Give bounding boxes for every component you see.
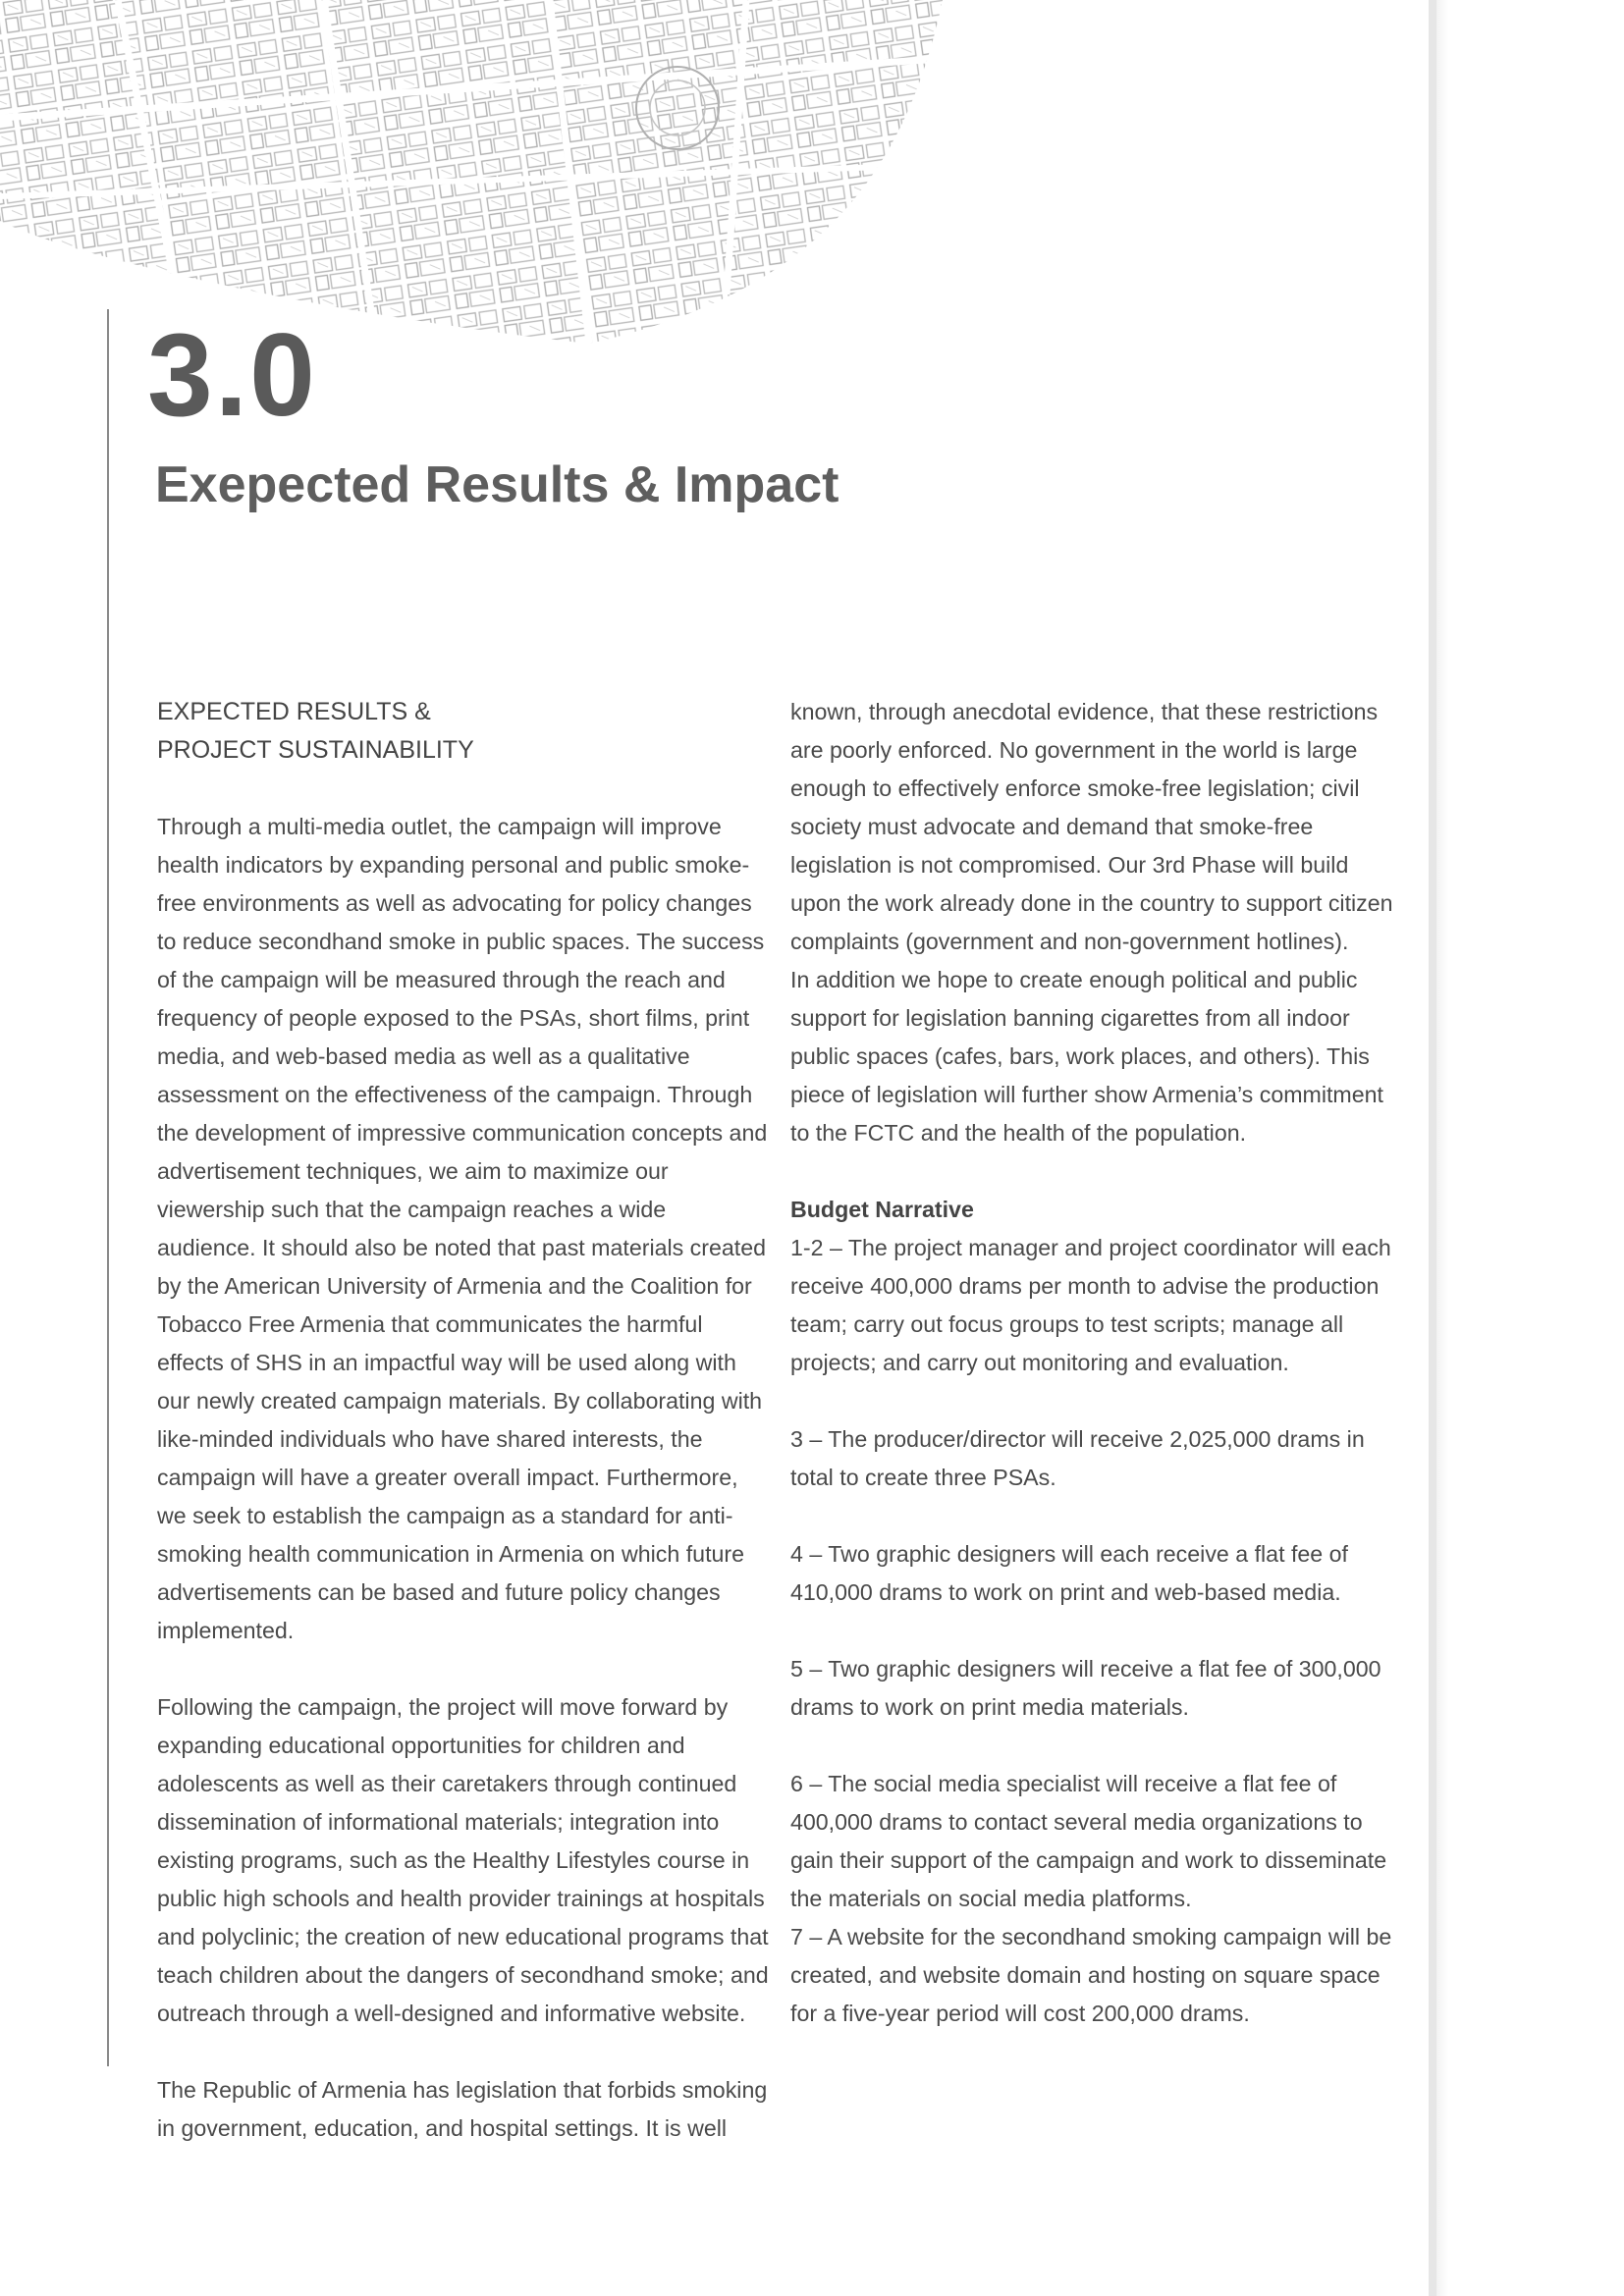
right-column [790,693,1401,2033]
paragraph-legislation-continued: known, through anecdotal evidence, that these restrictions are poorly enforced. No government in the world is large enough to effectively enforce smoke-free legislation; civil society must advocate and demand that smoke-free legislation is not compromised. Our 3rd Phase will build upon the work already done in the country to support citizen complaints (government and non-government hotlines). [790,699,1393,954]
budget-narrative-heading: Budget Narrative [790,1197,974,1222]
page-edge-shadow [1436,0,1448,2296]
left-margin-rule [107,309,109,2066]
section-heading [157,693,771,770]
budget-item-1-2: 1-2 – The project manager and project coordinator will each receive 400,000 drams per month to advise the production team; carry out focus groups to test scripts; manage all projects; and carry out monitoring and evaluation. [790,1235,1391,1375]
budget-item-3: 3 – The producer/director will receive 2,025,000 drams in total to create three PSAs. [790,1426,1365,1490]
section-heading-line-2: PROJECT SUSTAINABILITY [157,736,474,764]
left-column [157,693,771,2148]
budget-item-5: 5 – Two graphic designers will receive a flat fee of 300,000 drams to work on print media materials. [790,1656,1381,1720]
chapter-title: Exepected Results & Impact [155,456,839,513]
page-edge-strip [1429,0,1436,2296]
budget-item-4: 4 – Two graphic designers will each receive a flat fee of 410,000 drams to work on print and web-based media. [790,1541,1348,1605]
paragraph-sustainability: Following the campaign, the project will move forward by expanding educational opportunities for children and adolescents as well as their caretakers through continued dissemination of informational materials; integration into existing programs, such as the Healthy Lifestyles course in public high schools and health provider trainings at hospitals and polyclinic; the creation of new educational programs that teach children about the dangers of secondhand smoke; and outreach through a well-designed and informative website. [157,1694,769,2026]
paragraph-legislation-start: The Republic of Armenia has legislation that forbids smoking in government, education, and hospital settings. It is well [157,2077,768,2141]
chapter-number: 3.0 [147,309,317,441]
budget-item-7: 7 – A website for the secondhand smoking campaign will be created, and website domain and hosting on square space for a five-year period will cost 200,000 drams. [790,1924,1392,2026]
paragraph-campaign-overview: Through a multi-media outlet, the campaign will improve health indicators by expanding personal and public smoke-free environments as well as advocating for policy changes to reduce secondhand smoke in public spaces. The success of the campaign will be measured through the reach and frequency of people exposed to the PSAs, short films, print media, and web-based media as well as a qualitative assessment on the effectiveness of the campaign. Through the development of impressive communication concepts and advertisement techniques, we aim to maximize our viewership such that the campaign reaches a wide audience. It should also be noted that past materials created by the American University of Armenia and the Coalition for Tobacco Free Armenia that communicates the harmful effects of SHS in an impactful way will be used along with our newly created campaign materials. By collaborating with like-minded individuals who have shared interests, the campaign will have a greater overall impact. Furthermore, we seek to establish the campaign as a standard for anti-smoking health communication in Armenia on which future advertisements can be based and future policy changes implemented. [157,814,768,1643]
budget-item-6: 6 – The social media specialist will receive a flat fee of 400,000 drams to contact several media organizations to gain their support of the campaign and work to disseminate the materials on social media platforms. [790,1771,1387,1911]
paragraph-political-support: In addition we hope to create enough political and public support for legislation banning cigarettes from all indoor public spaces (cafes, bars, work places, and others). This piece of legislation will further show Armenia’s commitment to the FCTC and the health of the population. [790,967,1383,1146]
section-heading-line-1: EXPECTED RESULTS & [157,698,431,725]
city-map-illustration [0,0,962,353]
